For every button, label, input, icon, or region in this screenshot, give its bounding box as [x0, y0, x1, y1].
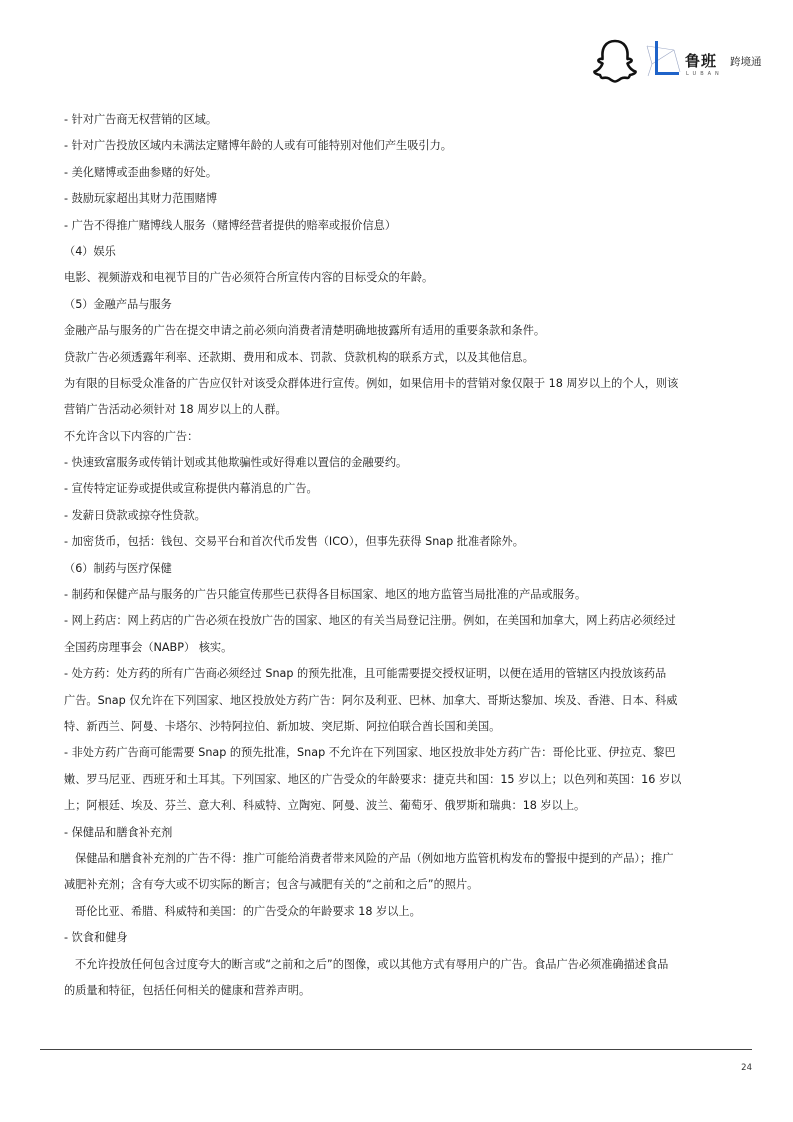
text-line: 上；阿根廷、埃及、芬兰、意大利、科威特、立陶宛、阿曼、波兰、葡萄牙、俄罗斯和瑞典：18 岁以上。	[64, 799, 586, 813]
text-line: 特、新西兰、阿曼、卡塔尔、沙特阿拉伯、新加坡、突尼斯、阿拉伯联合酋长国和美国。	[64, 719, 501, 733]
text-line: - 美化赌博或歪曲参赌的好处。	[64, 165, 218, 179]
section-heading: （5）金融产品与服务	[64, 297, 172, 311]
text-line: 金融产品与服务的广告在提交申请之前必须向消费者清楚明确地披露所有适用的重要条款和条件。	[64, 324, 546, 338]
text-line: 电影、视频游戏和电视节目的广告必须符合所宣传内容的目标受众的年龄。	[64, 271, 434, 285]
brand-name: 鲁班	[685, 52, 718, 70]
text-line: 全国药房理事会（NABP） 核实。	[64, 640, 233, 654]
text-line: - 广告不得推广赌博线人服务（赌博经营者提供的赔率或报价信息）	[64, 218, 397, 232]
text-line: 减肥补充剂；含有夸大或不切实际的断言；包含与减肥有关的“之前和之后”的照片。	[64, 878, 479, 892]
luban-logo-mark	[644, 40, 684, 82]
text-line: 嫩、罗马尼亚、西班牙和土耳其。下列国家、地区的广告受众的年龄要求：捷克共和国：15 岁以上；以色列和英国：16 岁以	[64, 772, 682, 786]
text-line: 的质量和特征，包括任何相关的健康和营养声明。	[64, 983, 311, 997]
text-line: - 加密货币，包括：钱包、交易平台和首次代币发售（ICO），但事先获得 Snap 批准者除外。	[64, 535, 524, 549]
footer-divider	[40, 1049, 752, 1050]
text-line: - 针对广告投放区域内未满法定赌博年龄的人或有可能特别对他们产生吸引力。	[64, 139, 452, 153]
text-line: - 制药和保健产品与服务的广告只能宣传那些已获得各目标国家、地区的地方监管当局批准的产品或服务。	[64, 588, 587, 602]
text-line: - 非处方药广告商可能需要 Snap 的预先批准，Snap 不允许在下列国家、地区投放非处方药广告：哥伦比亚、伊拉克、黎巴	[64, 746, 676, 760]
brand-latin: LUBAN	[686, 71, 723, 77]
text-line: 广告。Snap 仅允许在下列国家、地区投放处方药广告：阿尔及利亚、巴林、加拿大、哥斯达黎加、埃及、香港、日本、科威	[64, 693, 678, 707]
text-line: 保健品和膳食补充剂的广告不得：推广可能给消费者带来风险的产品（例如地方监管机构发布的警报中提到的产品）；推广	[75, 851, 674, 865]
header-logo	[592, 38, 772, 86]
text-line: - 发薪日贷款或掠夺性贷款。	[64, 508, 206, 522]
text-line: 为有限的目标受众准备的广告应仅针对该受众群体进行宣传。例如，如果信用卡的营销对象仅限于 18 周岁以上的个人，则该	[64, 376, 679, 390]
text-line: - 保健品和膳食补充剂	[64, 825, 173, 839]
section-heading: （4）娱乐	[64, 244, 116, 258]
document-body	[64, 107, 730, 1004]
text-line: 贷款广告必须透露年利率、还款期、费用和成本、罚款、贷款机构的联系方式，以及其他信息。	[64, 350, 534, 364]
text-line: 不允许含以下内容的广告：	[64, 429, 199, 443]
text-line: - 针对广告商无权营销的区域。	[64, 113, 218, 126]
brand-subtitle: 跨境通	[730, 56, 762, 68]
text-line: - 饮食和健身	[64, 931, 128, 945]
text-line: - 处方药：处方药的所有广告商必须经过 Snap 的预先批准，且可能需要提交授权证明，以便在适用的管辖区内投放该药品	[64, 667, 667, 681]
section-heading: （6）制药与医疗保健	[64, 561, 172, 575]
text-line: - 网上药店：网上药店的广告必须在投放广告的国家、地区的有关当局登记注册。例如，在美国和加拿大，网上药店必须经过	[64, 614, 676, 628]
snapchat-ghost-icon	[592, 38, 638, 84]
text-line: 哥伦比亚、希腊、科威特和美国：的广告受众的年龄要求 18 岁以上。	[75, 904, 421, 918]
text-line: 不允许投放任何包含过度夸大的断言或“之前和之后”的图像，或以其他方式有辱用户的广告。食品广告必须准确描述食品	[75, 957, 669, 971]
text-line: - 快速致富服务或传销计划或其他欺骗性或好得难以置信的金融要约。	[64, 456, 408, 470]
text-line: 营销广告活动必须针对 18 周岁以上的人群。	[64, 403, 287, 417]
page-number: 24	[741, 1063, 752, 1073]
text-line: - 宣传特定证券或提供或宣称提供内幕消息的广告。	[64, 482, 318, 496]
text-line: - 鼓励玩家超出其财力范围赌博	[64, 192, 218, 206]
